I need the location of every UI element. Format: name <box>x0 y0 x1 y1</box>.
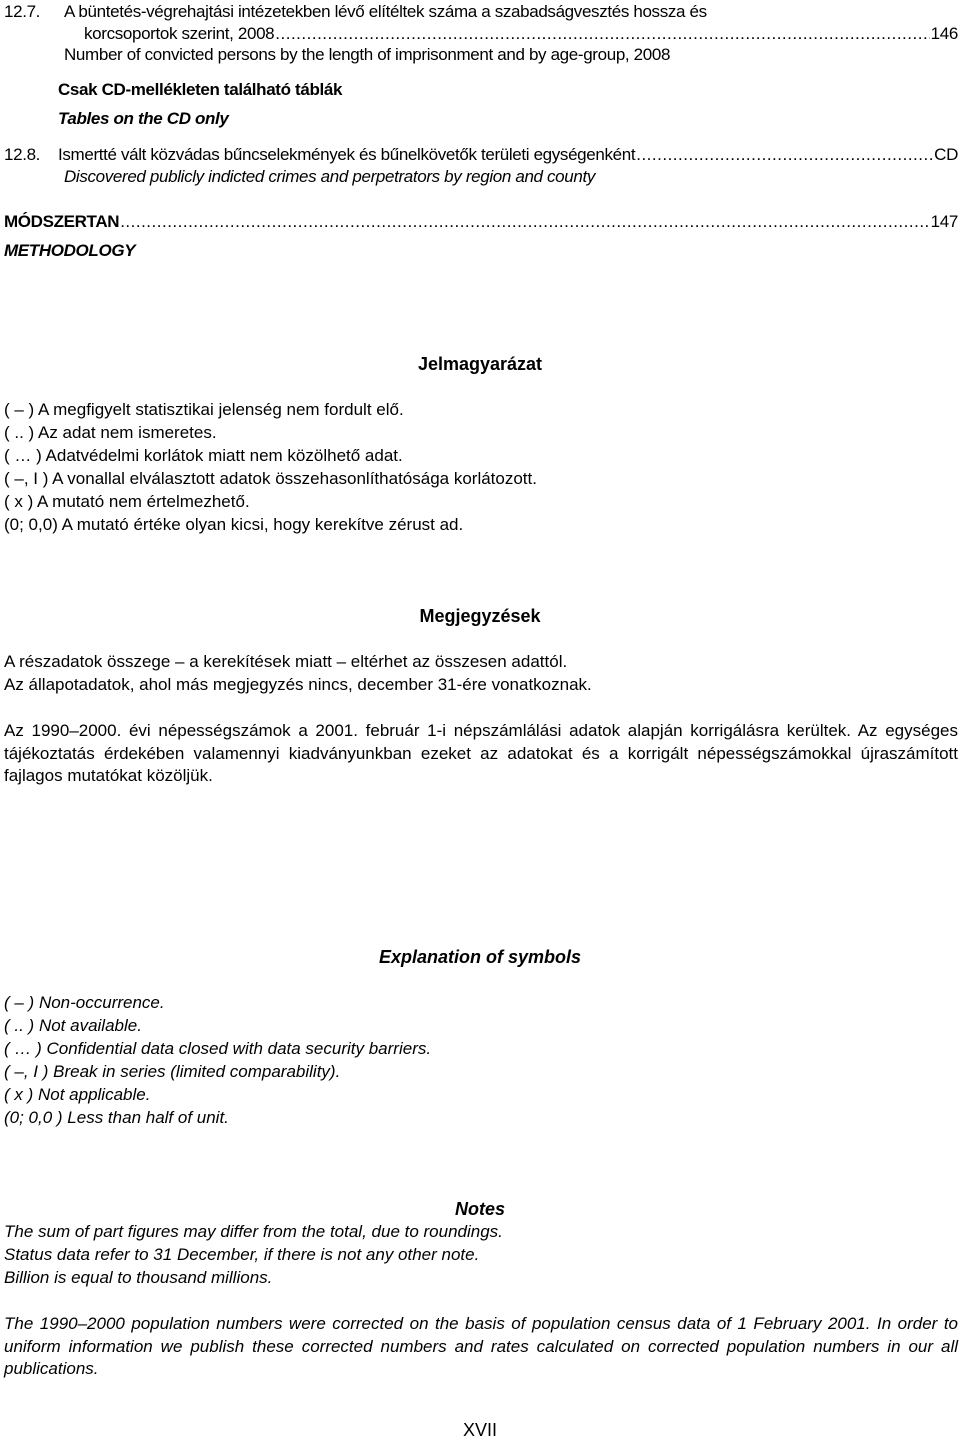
leader-dots <box>636 145 933 165</box>
jelmagyarazat-heading: Jelmagyarázat <box>417 354 543 374</box>
toc-number-12-7: 12.7. <box>4 2 41 21</box>
jelmagyarazat-item: ( x ) A mutató nem értelmezhető. <box>4 492 250 511</box>
toc-english-12-7: Number of convicted persons by the length of imprisonment and by age-group, 2008 <box>64 45 671 64</box>
symbols-heading-en: Explanation of symbols <box>378 947 582 967</box>
jelmagyarazat-item: ( .. ) Az adat nem ismeretes. <box>4 423 217 442</box>
jelmagyarazat-item: (0; 0,0) A mutató értéke olyan kicsi, hogy kerekítve zérust ad. <box>4 515 464 534</box>
note-line-en: Billion is equal to thousand millions. <box>4 1268 273 1287</box>
toc-entry-methodology[interactable] <box>4 212 958 232</box>
toc-page-12-8: CD <box>934 145 958 164</box>
symbol-item-en: ( .. ) Not available. <box>4 1016 142 1035</box>
note-line-en: Status data refer to 31 December, if there is not any other note. <box>4 1245 480 1264</box>
toc-title-methodology-en: METHODOLOGY <box>4 241 136 260</box>
toc-title-12-7-line1[interactable]: A büntetés-végrehajtási intézetekben lévő elítéltek száma a szabadságvesztés hossza és <box>64 2 707 21</box>
jelmagyarazat-item: ( – ) A megfigyelt statisztikai jelenség nem fordult elő. <box>4 400 404 419</box>
toc-entry-12-8[interactable] <box>58 145 958 165</box>
jelmagyarazat-item: ( –, I ) A vonallal elválasztott adatok összehasonlíthatósága korlátozott. <box>4 469 537 488</box>
toc-page-12-7: 146 <box>930 24 958 43</box>
symbol-item-en: ( … ) Confidential data closed with data security barriers. <box>4 1039 432 1058</box>
toc-page-methodology: 147 <box>930 212 958 231</box>
notes-heading-en: Notes <box>454 1199 505 1219</box>
note-paragraph-en: The 1990–2000 population numbers were corrected on the basis of population census data of 1 February 2001. In order to uniform information we publish these corrected numbers and rates calculated on corrected population numbers in our all publications. <box>4 1314 958 1378</box>
cd-only-heading-hu: Csak CD-mellékleten található táblák <box>58 80 343 99</box>
jelmagyarazat-item: ( … ) Adatvédelmi korlátok miatt nem közölhető adat. <box>4 446 403 465</box>
note-line-en: The sum of part figures may differ from the total, due to roundings. <box>4 1222 503 1241</box>
leader-dots <box>275 24 929 44</box>
leader-dots <box>120 212 929 232</box>
toc-title-12-7-line2: korcsoportok szerint, 2008 <box>84 24 275 43</box>
cd-only-heading-en: Tables on the CD only <box>58 109 229 128</box>
symbol-item-en: ( – ) Non-occurrence. <box>4 993 165 1012</box>
toc-entry-12-7-line2[interactable] <box>84 24 958 44</box>
megjegyzes-paragraph: Az 1990–2000. évi népességszámok a 2001. február 1-i népszámlálási adatok alapján korrigálásra kerültek. Az egységes tájékoztatás érdekében valamennyi kiadványunkban ezeket az adatokat és a korrigált népességszámokkal újraszámított fajlagos mutatókat közöljük. <box>4 721 958 785</box>
megjegyzes-line: Az állapotadatok, ahol más megjegyzés nincs, december 31-ére vonatkoznak. <box>4 675 592 694</box>
toc-english-12-8: Discovered publicly indicted crimes and perpetrators by region and county <box>64 167 596 186</box>
megjegyzesek-heading: Megjegyzések <box>419 606 541 626</box>
symbol-item-en: (0; 0,0 ) Less than half of unit. <box>4 1108 229 1127</box>
megjegyzes-line: A részadatok összege – a kerekítések miatt – eltérhet az összesen adattól. <box>4 652 568 671</box>
toc-title-methodology-hu: MÓDSZERTAN <box>4 212 120 231</box>
page-number: XVII <box>462 1420 497 1440</box>
symbol-item-en: ( –, I ) Break in series (limited comparability). <box>4 1062 341 1081</box>
toc-number-12-8: 12.8. <box>4 145 41 164</box>
symbol-item-en: ( x ) Not applicable. <box>4 1085 151 1104</box>
toc-title-12-8: Ismertté vált közvádas bűncselekmények és bűnelkövetők területi egységenként <box>58 145 636 164</box>
